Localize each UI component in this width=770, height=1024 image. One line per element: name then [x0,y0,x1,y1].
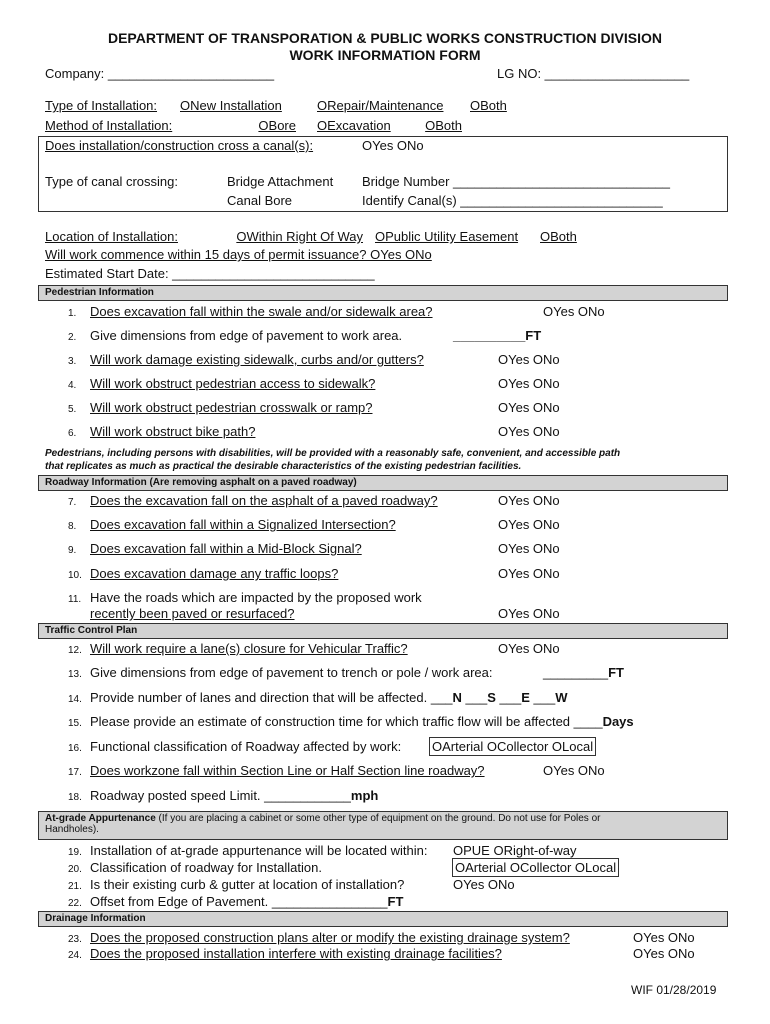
q22-number: 22. [68,898,82,909]
q2-number: 2. [68,332,77,343]
company-field[interactable]: Company: _______________________ [45,66,275,81]
lg-no-field[interactable]: LG NO: ____________________ [497,66,690,81]
pedestrian-note-line2: that replicates as much as practical the desirable characteristics of the existing pedestrian facilities. [45,461,522,472]
q16-number: 16. [68,743,82,754]
q3-number: 3. [68,356,77,367]
q12-number: 12. [68,645,82,656]
q11-number: 11. [68,594,82,605]
q9-text: Does excavation fall within a Mid-Block Signal? [90,541,362,556]
q4-answer-radio[interactable]: OYes ONo [498,376,560,391]
canal-question: Does installation/construction cross a canal(s): [45,138,314,153]
q14-text[interactable]: Provide number of lanes and direction that will be affected. ___N ___S ___E ___W [90,690,568,705]
installation-method-excavation-radio[interactable]: OExcavation [317,118,391,133]
canal-answer-radio[interactable]: OYes ONo [362,138,424,153]
q18-number: 18. [68,792,82,803]
installation-type-new-radio[interactable]: ONew Installation [180,98,282,113]
location-label: Location of Installation: [45,229,178,244]
q17-answer-radio[interactable]: OYes ONo [543,763,605,778]
q19-number: 19. [68,847,82,858]
q21-answer-radio[interactable]: OYes ONo [453,877,515,892]
traffic-section-header: Traffic Control Plan [38,623,728,639]
q3-text: Will work damage existing sidewalk, curbs and/or gutters? [90,352,424,367]
q20-text: Classification of roadway for Installation. [90,860,322,875]
installation-method-label: Method of Installation: [45,118,173,133]
q20-answer-radio[interactable]: OArterial OCollector OLocal [452,858,619,877]
q12-answer-radio[interactable]: OYes ONo [498,641,560,656]
q15-number: 15. [68,718,82,729]
form-subtitle: WORK INFORMATION FORM [289,47,481,63]
q23-answer-radio[interactable]: OYes ONo [633,930,695,945]
atgrade-section-header: At-grade Appurtenance (If you are placing a cabinet or some other type of equipment on the ground. Do not use for Poles or Handholes). [38,811,728,840]
q9-answer-radio[interactable]: OYes ONo [498,541,560,556]
canal-crossing-bridge[interactable]: Bridge Attachment [227,174,334,189]
q6-answer-radio[interactable]: OYes ONo [498,424,560,439]
q10-answer-radio[interactable]: OYes ONo [498,566,560,581]
q8-answer-radio[interactable]: OYes ONo [498,517,560,532]
q6-text: Will work obstruct bike path? [90,424,256,439]
q16-text: Functional classification of Roadway affected by work: [90,739,402,754]
form-code: WIF 01/28/2019 [631,983,717,997]
form-title: DEPARTMENT OF TRANSPORATION & PUBLIC WORKS CONSTRUCTION DIVISION [107,30,663,46]
q24-text: Does the proposed installation interfere with existing drainage facilities? [90,946,502,961]
q12-text: Will work require a lane(s) closure for Vehicular Traffic? [90,641,408,656]
q15-text[interactable]: Please provide an estimate of construction time for which traffic flow will be affected ____Days [90,714,634,729]
q8-text: Does excavation fall within a Signalized Intersection? [90,517,396,532]
commence-question[interactable]: Will work commence within 15 days of permit issuance? OYes ONo [45,247,432,262]
q19-answer-radio[interactable]: OPUE ORight-of-way [453,843,577,858]
installation-type-both-radio[interactable]: OBoth [470,98,507,113]
q11-text-line1: Have the roads which are impacted by the proposed work [90,590,422,605]
canal-crossing-bore[interactable]: Canal Bore [227,193,293,208]
q19-text: Installation of at-grade appurtenance will be located within: [90,843,428,858]
q21-text: Is their existing curb & gutter at location of installation? [90,877,405,892]
q5-answer-radio[interactable]: OYes ONo [498,400,560,415]
q20-number: 20. [68,864,82,875]
q10-text: Does excavation damage any traffic loops? [90,566,339,581]
pedestrian-note-line1: Pedestrians, including persons with disabilities, will be provided with a reasonably safe, convenient, and accessible path [45,448,621,459]
q23-text: Does the proposed construction plans alter or modify the existing drainage system? [90,930,570,945]
q6-number: 6. [68,428,77,439]
q9-number: 9. [68,545,77,556]
q5-text: Will work obstruct pedestrian crosswalk or ramp? [90,400,373,415]
q13-number: 13. [68,669,82,680]
bridge-number-field[interactable]: Bridge Number ______________________________ [362,174,670,189]
q17-number: 17. [68,767,82,778]
canal-crossing-label: Type of canal crossing: [45,174,178,189]
q13-text: Give dimensions from edge of pavement to trench or pole / work area: [90,665,493,680]
installation-method-both-radio[interactable]: OBoth [425,118,462,133]
q1-number: 1. [68,308,77,319]
q21-number: 21. [68,881,82,892]
q10-number: 10. [68,570,82,581]
q8-number: 8. [68,521,77,532]
q11-answer-radio[interactable]: OYes ONo [498,606,560,621]
q22-text[interactable]: Offset from Edge of Pavement. ________________FT [90,894,404,909]
q18-text[interactable]: Roadway posted speed Limit. ____________mph [90,788,379,803]
q3-answer-radio[interactable]: OYes ONo [498,352,560,367]
q4-number: 4. [68,380,77,391]
start-date-field[interactable]: Estimated Start Date: ____________________________ [45,266,375,281]
q1-text: Does excavation fall within the swale and/or sidewalk area? [90,304,433,319]
q14-number: 14. [68,694,82,705]
location-both-radio[interactable]: OBoth [540,229,577,244]
q24-number: 24. [68,950,82,961]
installation-method-bore-radio[interactable]: OBore [258,118,296,133]
installation-type-repair-radio[interactable]: ORepair/Maintenance [317,98,444,113]
q4-text: Will work obstruct pedestrian access to sidewalk? [90,376,376,391]
q7-answer-radio[interactable]: OYes ONo [498,493,560,508]
installation-type-label: Type of Installation: [45,98,158,113]
q5-number: 5. [68,404,77,415]
roadway-section-header: Roadway Information (Are removing asphalt on a paved roadway) [38,475,728,491]
q1-answer-radio[interactable]: OYes ONo [543,304,605,319]
q2-text: Give dimensions from edge of pavement to work area. [90,328,403,343]
q7-text: Does the excavation fall on the asphalt of a paved roadway? [90,493,438,508]
q13-answer-field[interactable]: _________FT [543,665,624,680]
drainage-section-header: Drainage Information [38,911,728,927]
q11-text-line2: recently been paved or resurfaced? [90,606,295,621]
q7-number: 7. [68,497,77,508]
location-pue-radio[interactable]: OPublic Utility Easement [375,229,519,244]
q17-text: Does workzone fall within Section Line or Half Section line roadway? [90,763,485,778]
identify-canal-field[interactable]: Identify Canal(s) ____________________________ [362,193,663,208]
pedestrian-section-header: Pedestrian Information [38,285,728,301]
q24-answer-radio[interactable]: OYes ONo [633,946,695,961]
q16-answer-radio[interactable]: OArterial OCollector OLocal [429,737,596,756]
location-row-radio[interactable]: OWithin Right Of Way [236,229,363,244]
q23-number: 23. [68,934,82,945]
q2-answer-field[interactable]: __________FT [453,328,542,343]
